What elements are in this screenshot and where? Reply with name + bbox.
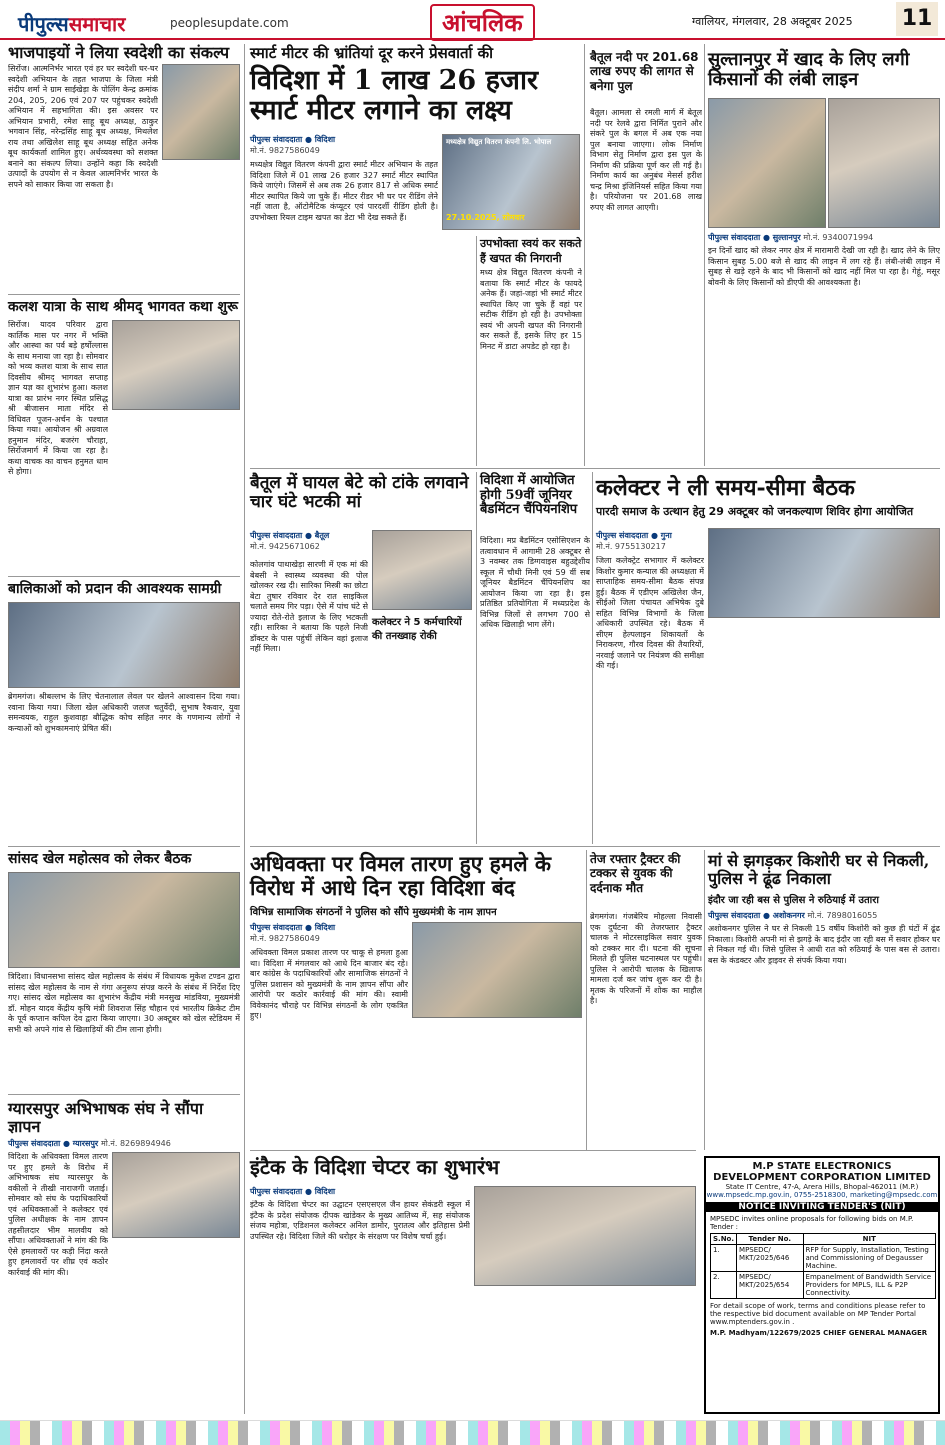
photo-s4 <box>8 872 240 968</box>
table-row <box>711 1245 936 1272</box>
body-s1: सिरोंज। आत्मनिर्भर भारत एवं हर घर स्वदेशी घर-घर स्वदेशी अभियान के तहत भाजपा के जिला मंत्री संदीप शर्मा ने ग्राम साईखेड़ा के पोलिंग केन्द्र क्रमांक 204, 205, 206 एवं 207 पर पहुंचकर स्वदेशी अभियान में सहभागिता की। इस अवसर पर अभियान प्रभारी, रमेश साहू बूथ अध्यक्ष, ठाकुर भगवान सिंह, नरेन्द्रसिंह साहू बूथ अध्यक्ष, मिथलेश राय तथा अखिलेश साहू बूथ अध्यक्ष सहित अनेक बूथ कार्यकर्ता शामिल हुए। अर्थव्यवस्था को सशक्त बनाने का संकल्प लिया। उन्होंने कहा कि स्वदेशी उत्पादों के उपयोग से न केवल आत्मनिर्भर भारत के सपने को साकार किया जा सकता है। <box>8 64 158 189</box>
column-divider <box>704 44 705 466</box>
byline-mobile: मो.नं. 9827586049 <box>250 934 320 943</box>
subhead-s8: कलेक्टर ने 5 कर्मचारियों की तनख्वाह रोकी <box>372 617 462 642</box>
divider <box>8 294 240 295</box>
body-s3: ब्रेगमगंज। श्रीबल्लभ के लिए चेतनालाल लेवल पर खेलने आश्वासन दिया गया। रवाना किया गया। जिला खेल अधिकारी जलज चतुर्वेदी, सुभाष रैकवार, युवा समन्वयक, राहुल कुशवाहा बौद्धिक कोच सहित नगर के गणमान्य लोगों ने कन्याओं को शुभकामनाएं प्रेषित कीं। <box>8 692 240 733</box>
column-divider <box>476 236 477 466</box>
headline-s1[interactable]: भाजपाइयों ने लिया स्वदेशी का संकल्प <box>8 43 230 62</box>
byline-place: बैतूल <box>314 531 330 540</box>
byline-place: सुल्तानपुर <box>772 233 801 242</box>
divider <box>250 468 940 469</box>
byline-s16: पीपुल्स संवाददाता ● विदिशा <box>250 1187 336 1196</box>
table-cell: Empanelment of Bandwidth Service Providers for MPLS, ILL & P2P Connectivity. <box>803 1272 935 1299</box>
divider <box>8 846 240 847</box>
tender-footer: For detail scope of work, terms and conditions please refer to the respective bid document available on MP Tender Portal www.mptenders.gov.in . <box>710 1302 926 1326</box>
table-cell: RFP for Supply, Installation, Testing and Commissioning of Degausser Machine. <box>803 1245 935 1272</box>
body-s11: इन दिनों खाद को लेकर नगर क्षेत्र में मारामारी देखी जा रही है। खाद लेने के लिए किसान सुबह 5.00 बजे से खाद की लाइन में लग रहे हैं। लंबी-लंबी लाइन में सुबह से खड़े रहने के बाद भी किसानों को खाद नहीं मिल पा रहा है। गेहूं, मसूर बोवनी के लिए किसानों को डीएपी की आवश्यकता है। <box>708 246 940 287</box>
byline-mobile: मो.नं. 8269894946 <box>101 1139 171 1148</box>
byline-mobile: मो.नं. 9340071994 <box>803 233 874 242</box>
column-divider <box>584 44 585 466</box>
divider <box>8 576 240 577</box>
photo-s5 <box>112 1152 240 1238</box>
byline-place: विदिशा <box>314 923 336 932</box>
column-divider <box>586 850 587 1150</box>
dateline: ग्वालियर, मंगलवार, 28 अक्टूबर 2025 <box>692 15 853 28</box>
body-s16: इंटैक के विदिशा चेप्टर का उद्घाटन एसएसएल जैन हायर सेकंडरी स्कूल में इंटैक के प्रदेश संयोजक दीपक खांडेकर के मुख्य आतिथ्य में, सह संयोजक संजय महोत्रा, एडिशनल कलेक्टर अनिल डामोर, पुरातत्व और इतिहास प्रेमी उपस्थित रहे। विदिशा जिले की धरोहर के संरक्षण पर विशेष चर्चा हुई। <box>250 1200 470 1241</box>
table-cell: 2. <box>711 1272 737 1299</box>
table-cell: 1. <box>711 1245 737 1272</box>
tender-notice <box>704 1156 940 1414</box>
print-color-bar <box>0 1420 945 1445</box>
body-s2: सिरोंज। यादव परिवार द्वारा कार्तिक मास पर नगर में भक्ति और आस्था का पर्व बड़े हर्षोल्लास के साथ मनाया जा रहा है। सोमवार को भव्य कलश यात्रा के साथ सात दिवसीय श्रीमद् भागवत सप्ताह ज्ञान यज्ञ का शुभारंभ हुआ। कलश यात्रा का प्रारंभ नगर स्थित प्रसिद्ध श्री बीजासन माता मंदिर से विधिवत पूजन-अर्चन के पश्चात किया गया। आयोजन श्री अग्रवाल हनुमान मंदिर, बजरंग चौराहा, सिरोंजमार्ग में किया जा रहा है। कथा वाचक का वाचन हनुमत धाम से होगा। <box>8 320 108 476</box>
byline-s12: पीपुल्स संवाददाता ● गुना मो.नं. 9755130217 <box>596 531 672 551</box>
headline-s2[interactable]: कलश यात्रा के साथ श्रीमद् भागवत कथा शुरू <box>8 299 238 315</box>
tender-title: NOTICE INVITING TENDER'S (NIT) <box>706 1202 938 1212</box>
body-s10: बैतूल। आमला से रमली मार्ग में बेतूल नदी पर रेलवे द्वारा निर्मित पुराने और संकरे पुल के बगल में अब एक नया पुल बनाया जाएगा। लोक निर्माण विभाग सेतु निर्माण द्वारा इस पुल के निर्माण की प्रक्रिया पूर्ण कर ली गई है। निर्माण कार्य का अनुबंध मेसर्स हरीश चन्द्र मिश्रा इंजिनियर्स सहित किया गया है। परियोजना पर 201.68 लाख रुपए की लागत आएगी। <box>590 108 702 212</box>
headline-s4[interactable]: सांसद खेल महोत्सव को लेकर बैठक <box>8 851 192 867</box>
byline-name: पीपुल्स संवाददाता <box>250 135 303 144</box>
kicker-s6: स्मार्ट मीटर की भ्रांतियां दूर करने प्रेसवार्ता की <box>250 44 494 62</box>
body-s13: अधिवक्ता विमल प्रकाश तारण पर चाकू से हमला हुआ था। विदिशा में मंगलवार को आधे दिन बाजार बंद रहे। बार कांग्रेस के पदाधिकारियों और सामाजिक संगठनों ने पुलिस प्रशासन को मुख्यमंत्री के नाम ज्ञापन सौंपा और आरोपी पर कठोर कार्रवाई की मांग की। स्वामी विवेकानंद चौराहे पर विभिन्न संगठनों के लोग एकत्रित हुए। <box>250 948 408 1020</box>
byline-s6: पीपुल्स संवाददाता ● विदिशा मो.नं. 9827586049 <box>250 135 336 155</box>
column-divider <box>704 850 705 1150</box>
byline-name: पीपुल्स संवाददाता <box>596 531 649 540</box>
headline-s15[interactable]: मां से झगड़कर किशोरी घर से निकली, पुलिस ने ढूंढ निकाला <box>708 851 930 888</box>
body-s8: कोलगांव पाथाखेड़ा सारणी में एक मां की बेबसी ने स्वास्थ्य व्यवस्था की पोल खोलकर रख दी। सारिका मिस्त्री का छोटा बेटा तुषार रविवार देर रात साइकिल चलाते समय गिर पड़ा। ऐसे में पांच घंटे से ज्यादा रोते-रोते इलाज के लिए भटकती रही। सारिका ने बताया कि पहले निजी डॉक्टर के पास पहुंचीं लेकिन वहां इलाज नहीं मिला। <box>250 560 368 653</box>
table-header-cell: S.No. <box>711 1234 737 1245</box>
column-divider <box>592 472 593 844</box>
byline-place: ग्यारसपुर <box>72 1139 99 1148</box>
headline-s16[interactable]: इंटैक के विदिशा चेप्टर का शुभारंभ <box>250 1155 500 1179</box>
table-row <box>711 1272 936 1299</box>
byline-mobile: मो.नं. 9755130217 <box>596 542 666 551</box>
byline-place: अशोकनगर <box>772 911 805 920</box>
headline-s8[interactable]: बैतूल में घायल बेटे को टांके लगवाने चार घंटे भटकी मां <box>250 473 469 513</box>
body-s6: मध्यक्षेत्र विद्युत वितरण कंपनी द्वारा स्मार्ट मीटर अभियान के तहत विदिशा जिले में 01 लाख 26 हजार 327 स्मार्ट मीटर स्थापित किये जाएंगे। जिसमें से अब तक 26 हजार 817 से अधिक स्मार्ट मीटर स्थापित किये जा चुके हैं। मीटर रीडर भी घर पर रीडिंग लेने नहीं जाता है, ऑटोमैटिक कंप्यूटर एवं पारदर्शी रीडिंग होती है। उपभोक्ता रियल टाइम खपत का डेटा भी देख सकते हैं। <box>250 160 438 222</box>
subhead-s12: पारदी समाज के उत्थान हेतु 29 अक्टूबर को जनकल्याण शिविर होगा आयोजित <box>596 505 914 518</box>
tender-org: M.P STATE ELECTRONICS DEVELOPMENT CORPORATION LIMITED <box>713 1161 931 1183</box>
byline-s5: पीपुल्स संवाददाता ● ग्यारसपुर मो.नं. 8269894946 <box>8 1139 171 1148</box>
byline-name: पीपुल्स संवाददाता <box>8 1139 61 1148</box>
logo-accent: समाचार <box>68 12 126 36</box>
tender-address: State IT Centre, 47-A, Arera Hills, Bhopal-462011 (M.P.) <box>725 1183 919 1191</box>
photo-s13 <box>412 922 582 1018</box>
headline-s11[interactable]: सुल्तानपुर में खाद के लिए लगी किसानों की लंबी लाइन <box>708 49 910 91</box>
byline-s11: पीपुल्स संवाददाता ● सुल्तानपुर मो.नं. 9340071994 <box>708 233 874 242</box>
divider <box>250 846 940 847</box>
table-header-row <box>711 1234 936 1245</box>
column-divider <box>244 44 245 1414</box>
table-header-cell: NIT <box>803 1234 935 1245</box>
tender-intro: MPSEDC invites online proposals for following bids on M.P. Tender : <box>710 1215 914 1231</box>
byline-mobile: मो.नं. 9425671062 <box>250 542 320 551</box>
body-s15: अशोकनगर पुलिस ने घर से निकली 15 वर्षीय किशोरी को कुछ ही घंटों में ढूंढ निकाला। किशोरी अपनी मां से झगड़े के बाद इंदौर जा रही बस में सवार होकर घर से निकल गई थी। जिसे पुलिस ने आधी रात को रुठियाई के पास बस से उतारा। बस के कंडक्टर और ड्राइवर से संपर्क किया गया। <box>708 924 940 965</box>
byline-s8: पीपुल्स संवाददाता ● बैतूल मो.नं. 9425671062 <box>250 531 330 551</box>
section-title: आंचलिक <box>430 4 535 41</box>
headline-s13[interactable]: अधिवक्ता पर विमल तारण हुए हमले के विरोध में आधे दिन रहा विदिशा बंद <box>250 851 552 900</box>
byline-s13: पीपुल्स संवाददाता ● विदिशा मो.नं. 9827586049 <box>250 923 336 943</box>
photo-s16 <box>474 1186 696 1286</box>
divider <box>250 1150 696 1151</box>
newspaper-logo[interactable]: पीपुल्ससमाचार <box>18 12 126 36</box>
headline-s5[interactable]: ग्यारसपुर अभिभाषक संघ ने सौंपा ज्ञापन <box>8 1099 204 1136</box>
kicker-s10: बैतूल नदी पर 201.68 लाख रुपए की लागत से बनेगा पुल <box>590 50 699 93</box>
column-divider <box>476 472 477 844</box>
byline-name: पीपुल्स संवाददाता <box>250 1187 303 1196</box>
subhead-s7: उपभोक्ता स्वयं कर सकते हैं खपत की निगरानी <box>480 237 582 265</box>
kicker-s14: तेज रफ्तार ट्रैक्टर की टक्कर से युवक की दर्दनाक मौत <box>590 852 681 895</box>
byline-mobile: मो.नं. 7898016055 <box>807 911 878 920</box>
byline-name: पीपुल्स संवाददाता <box>708 911 761 920</box>
photo-s1 <box>162 64 240 160</box>
page-number: 11 <box>896 2 938 36</box>
table-cell: MPSEDC/ MKT/2025/654 <box>737 1272 803 1299</box>
byline-s15: पीपुल्स संवाददाता ● अशोकनगर मो.नं. 7898016055 <box>708 911 878 920</box>
byline-place: विदिशा <box>314 135 336 144</box>
subhead-s15: इंदौर जा रही बस से पुलिस ने रुठियाई में उतारा <box>708 895 879 906</box>
divider <box>8 1094 240 1095</box>
headline-s9[interactable]: विदिशा में आयोजित होगी 59वीं जूनियर बैडमिंटन चैंपियनशिप <box>480 473 578 518</box>
headline-s6[interactable]: विदिशा में 1 लाख 26 हजार स्मार्ट मीटर लगाने का लक्ष्य <box>250 65 538 127</box>
byline-mobile: मो.नं. 9827586049 <box>250 146 320 155</box>
photo-s12 <box>708 528 940 618</box>
byline-place: गुना <box>660 531 672 540</box>
byline-name: पीपुल्स संवाददाता <box>250 923 303 932</box>
body-s9: विदिशा। मप्र बैडमिंटन एसोसिएशन के तत्वावधान में आगामी 28 अक्टूबर से 3 नवम्बर तक डिग्गवाइस बहुउद्देशीय स्कूल में चौथी मिनी एवं 59 वीं सब जूनियर बैडमिंटन चैंपियनशिप का आयोजन किया जा रहा है। इस प्रतिष्ठित प्रतियोगिता में मध्यप्रदेश के विभिन्न जिलों से लगभग 700 से अधिक खिलाड़ी भाग लेंगे। <box>480 536 590 629</box>
photo-s8 <box>372 530 472 610</box>
subhead-s13: विभिन्न सामाजिक संगठनों ने पुलिस को सौंपे मुख्यमंत्री के नाम ज्ञापन <box>250 907 497 918</box>
photo-s2 <box>112 320 240 410</box>
headline-s3[interactable]: बालिकाओं को प्रदान की आवश्यक सामग्री <box>8 581 222 597</box>
byline-place: विदिशा <box>314 1187 336 1196</box>
banner-date: 27.10.2025, सोमवार <box>446 213 525 222</box>
tender-signoff: M.P. Madhyam/122679/2025 CHIEF GENERAL MANAGER <box>710 1329 928 1337</box>
photo-s11 <box>708 98 826 228</box>
table-header-cell: Tender No. <box>737 1234 803 1245</box>
tender-contact[interactable]: www.mpsedc.mp.gov.in, 0755-2518300, marketing@mpsedc.com <box>706 1191 938 1199</box>
headline-s12[interactable]: कलेक्टर ने ली समय-सीमा बैठक <box>596 475 855 501</box>
byline-name: पीपुल्स संवाददाता <box>708 233 761 242</box>
byline-name: पीपुल्स संवाददाता <box>250 531 303 540</box>
body-s7: मध्य क्षेत्र विद्युत वितरण कंपनी ने बताया कि स्मार्ट मीटर के फायदे अनेक हैं। जहां-जहां भी स्मार्ट मीटर स्थापित किए जा चुके हैं वहां पर सटीक रीडिंग हो रही है। उपभोक्ता स्वयं भी अपनी खपत की निगरानी कर सकते हैं, इसके लिए हर 15 मिनट में डाटा अपडेट हो रहा है। <box>480 268 582 351</box>
site-url[interactable]: peoplesupdate.com <box>170 16 289 30</box>
body-s5: विदिशा के अधिवक्ता विमल तारण पर हुए हमले के विरोध में अभिभाषक संघ ग्यारसपुर के वकीलों ने तीखी नाराजगी जताई। सोमवार को संघ के पदाधिकारियों एवं अधिवक्ताओं ने कलेक्टर एवं पुलिस अधीक्षक के नाम ज्ञापन तहसीलदार भीम मालवीय को सौंपा। अधिवक्ताओं ने मांग की कि ऐसे हमलावरों पर कड़ी निंदा करते हुए हमलावरों पर शीघ्र एवं कठोर कार्रवाई की मांग की। <box>8 1152 108 1277</box>
body-s12: जिला कलेक्ट्रेट सभागार में कलेक्टर किशोर कुमार कन्याल की अध्यक्षता में साप्ताहिक समय-सीमा बैठक संपन्न हुई। बैठक में एडीएम अखिलेश जैन, सीईओ जिला पंचायत अभिषेक दुबे सहित विभिन्न विभागों के जिला अधिकारी उपस्थित रहे। बैठक में सीएम हेल्पलाइन शिकायतों के निराकरण, गौरव दिवस की तैयारियों, नरवाई जलाने पर नियंत्रण की समीक्षा की गई। <box>596 556 704 670</box>
body-s4: त्रिदिशा। विधानसभा सांसद खेल महोत्सव के संबंध में विधायक मुकेश टण्डन द्वारा सांसद खेल महोत्सव के नाम से गंगा अनुरूप संपन्न करने के संबंध में निर्देश दिए गए। सांसद खेल महोत्सव का शुभारंभ केंद्रीय मंत्री मनसुख मांडविया, मुख्यमंत्री डॉ. मोहन यादव केंद्रीय कृषि मंत्री शिवराज सिंह चौहान एवं भारतीय क्रिकेट टीम के पूर्व कप्तान कपिल देव द्वारा किया जाएगा। 30 अक्टूबर को खेल स्टेडियम में सभी को अपने गांव से खिलाड़ियों की टीम लाना होगी। <box>8 972 240 1034</box>
table-cell: MPSEDC/ MKT/2025/646 <box>737 1245 803 1272</box>
banner-org: मध्यक्षेत्र विद्युत वितरण कंपनी लि. भोपाल <box>446 138 552 146</box>
photo-s11b <box>828 98 940 228</box>
tender-table <box>710 1233 936 1299</box>
photo-s3 <box>8 602 240 688</box>
body-s14: ब्रेगमगंज। गंजबेरिय मोहल्ला निवासी एक दुर्घटना की तेजरफ्तार ट्रैक्टर चालक ने मोटरसाइकिल सवार युवक को टक्कर मार दी। घटना की सूचना मिलते ही पुलिस घटनास्थल पर पहुंची। पुलिस ने आरोपी चालक के खिलाफ मामला दर्ज कर जांच शुरू कर दी है। मृतक के परिजनों में शोक का माहौल है। <box>590 912 702 1005</box>
